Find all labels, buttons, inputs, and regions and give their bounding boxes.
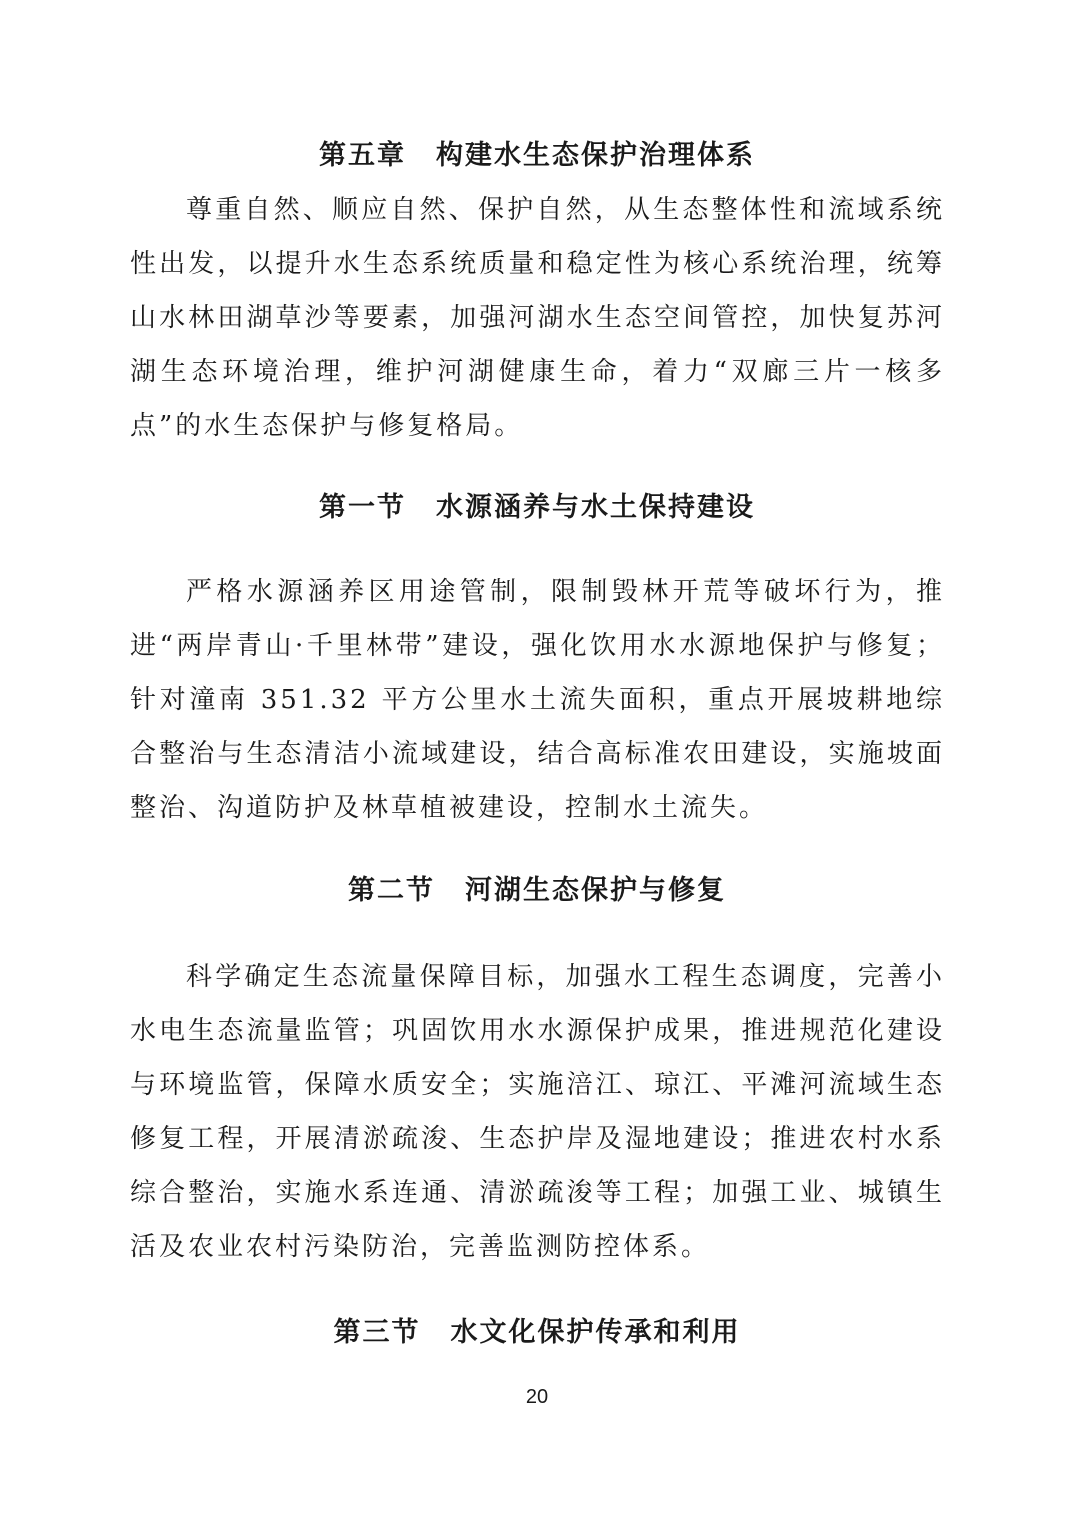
section-3-title: 水文化保护传承和利用 (450, 1317, 741, 1348)
section-1-number: 第一节 (319, 492, 406, 523)
section-1-heading (0, 488, 1074, 528)
section-1-paragraph: 严格水源涵养区用途管制，限制毁林开荒等破坏行为，推进“两岸青山·千里林带”建设，强化饮用水水源地保护与修复；针对潼南 351.32 平方公里水土流失面积，重点开展坡耕地综合整治与生态清洁小流域建设，结合高标准农田建设，实施坡面整治、沟道防护及林草植被建设，控制水土流失。 (130, 577, 945, 823)
chapter-number: 第五章 (319, 140, 406, 171)
section-2-heading (0, 871, 1074, 911)
section-3-heading (0, 1313, 1074, 1353)
section-3-number: 第三节 (333, 1317, 421, 1348)
section-2-title: 河湖生态保护与修复 (465, 875, 726, 906)
section-1-title: 水源涵养与水土保持建设 (436, 492, 755, 523)
page-number: 20 (525, 1386, 549, 1408)
section-2-paragraph: 科学确定生态流量保障目标，加强水工程生态调度，完善小水电生态流量监管；巩固饮用水水源保护成果，推进规范化建设与环境监管，保障水质安全；实施涪江、琼江、平滩河流域生态修复工程，开展清淤疏浚、生态护岸及湿地建设；推进农村水系综合整治，实施水系连通、清淤疏浚等工程；加强工业、城镇生活及农业农村污染防治，完善监测防控体系。 (130, 962, 945, 1262)
section-2-number: 第二节 (348, 875, 435, 906)
chapter-heading (0, 136, 1074, 176)
chapter-intro-paragraph: 尊重自然、顺应自然、保护自然，从生态整体性和流域系统性出发，以提升水生态系统质量和稳定性为核心系统治理，统筹山水林田湖草沙等要素，加强河湖水生态空间管控，加快复苏河湖生态环境治理，维护河湖健康生命，着力“双廊三片一核多点”的水生态保护与修复格局。 (130, 195, 945, 441)
chapter-title: 构建水生态保护治理体系 (436, 140, 755, 171)
